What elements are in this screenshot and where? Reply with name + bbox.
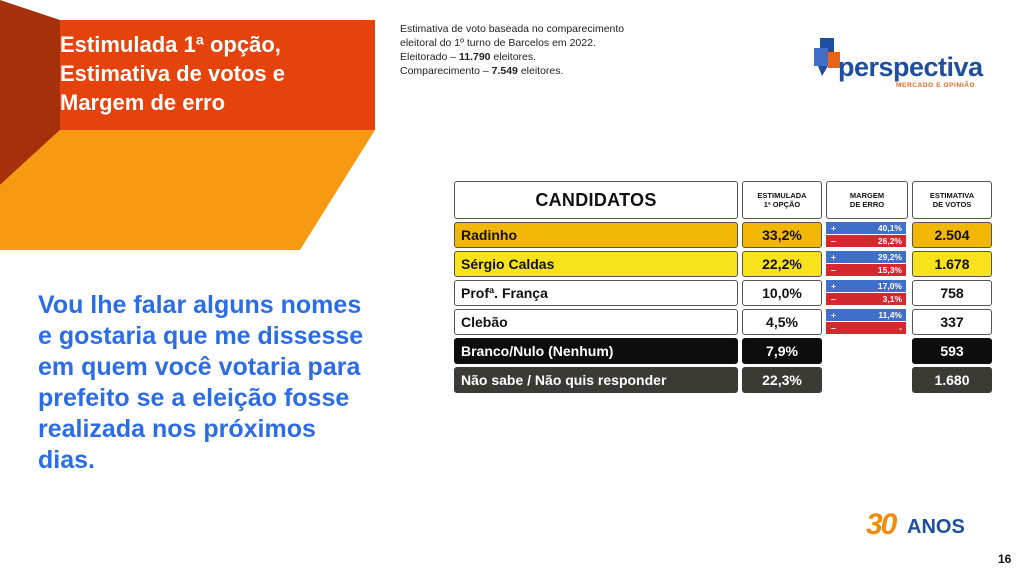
margin-minus: – - <box>826 322 906 334</box>
question-line: prefeito se a eleição fosse <box>38 384 350 412</box>
title-line: Estimulada 1ª opção, <box>60 32 281 57</box>
question-line: realizada nos próximos <box>38 415 316 443</box>
question-line: em quem você votaria para <box>38 353 361 381</box>
title-line: Estimativa de votos e <box>60 61 285 86</box>
margin-plus: + 11,4% <box>826 309 906 321</box>
vote-estimate: 2.504 <box>912 222 992 248</box>
vote-estimate: 593 <box>912 338 992 364</box>
slide-title <box>60 30 370 117</box>
note-line: eleitoral do 1º turno de Barcelos em 2022. <box>400 37 596 49</box>
header-candidates: CANDIDATOS <box>454 181 738 219</box>
candidate-name: Não sabe / Não quis responder <box>454 367 738 393</box>
vote-estimate: 1.680 <box>912 367 992 393</box>
candidate-name: Profª. França <box>454 280 738 306</box>
question-text <box>38 290 458 476</box>
stimulated-pct: 10,0% <box>742 280 822 306</box>
candidate-name: Sérgio Caldas <box>454 251 738 277</box>
header-estimate: ESTIMATIVA DE VOTOS <box>912 181 992 219</box>
header-margin: MARGEM DE ERRO <box>826 181 908 219</box>
margin-plus: + 29,2% <box>826 251 906 263</box>
header-stimulated: ESTIMULADA 1ª OPÇÃO <box>742 181 822 219</box>
question-line: e gostaria que me dissesse <box>38 322 364 350</box>
margin-minus: – 15,3% <box>826 264 906 276</box>
note-line: Comparecimento – 7.549 eleitores. <box>400 65 564 77</box>
anniversary-word: ANOS <box>907 516 965 538</box>
stimulated-pct: 33,2% <box>742 222 822 248</box>
methodology-note <box>400 22 624 78</box>
margin-minus: – 26,2% <box>826 235 906 247</box>
stimulated-pct: 22,2% <box>742 251 822 277</box>
stimulated-pct: 7,9% <box>742 338 822 364</box>
candidate-name: Radinho <box>454 222 738 248</box>
margin-plus: + 40,1% <box>826 222 906 234</box>
note-line: Estimativa de voto baseada no comparecimento <box>400 23 625 35</box>
candidate-name: Branco/Nulo (Nenhum) <box>454 338 738 364</box>
stimulated-pct: 22,3% <box>742 367 822 393</box>
candidate-name: Clebão <box>454 309 738 335</box>
logo-tagline: MERCADO E OPINIÃO <box>896 82 976 89</box>
page-number: 16 <box>998 552 1012 566</box>
question-line: Vou lhe falar alguns nomes <box>38 291 362 319</box>
stimulated-pct: 4,5% <box>742 309 822 335</box>
margin-minus: – 3,1% <box>826 293 906 305</box>
question-line: dias. <box>38 446 95 474</box>
logo-wordmark: perspectiva <box>838 52 983 82</box>
vote-estimate: 337 <box>912 309 992 335</box>
vote-estimate: 1.678 <box>912 251 992 277</box>
margin-plus: + 17,0% <box>826 280 906 292</box>
title-line: Margem de erro <box>60 90 226 115</box>
anniversary-number: 30 <box>866 508 896 541</box>
vote-estimate: 758 <box>912 280 992 306</box>
note-line: Eleitorado – 11.790 eleitores. <box>400 51 537 63</box>
